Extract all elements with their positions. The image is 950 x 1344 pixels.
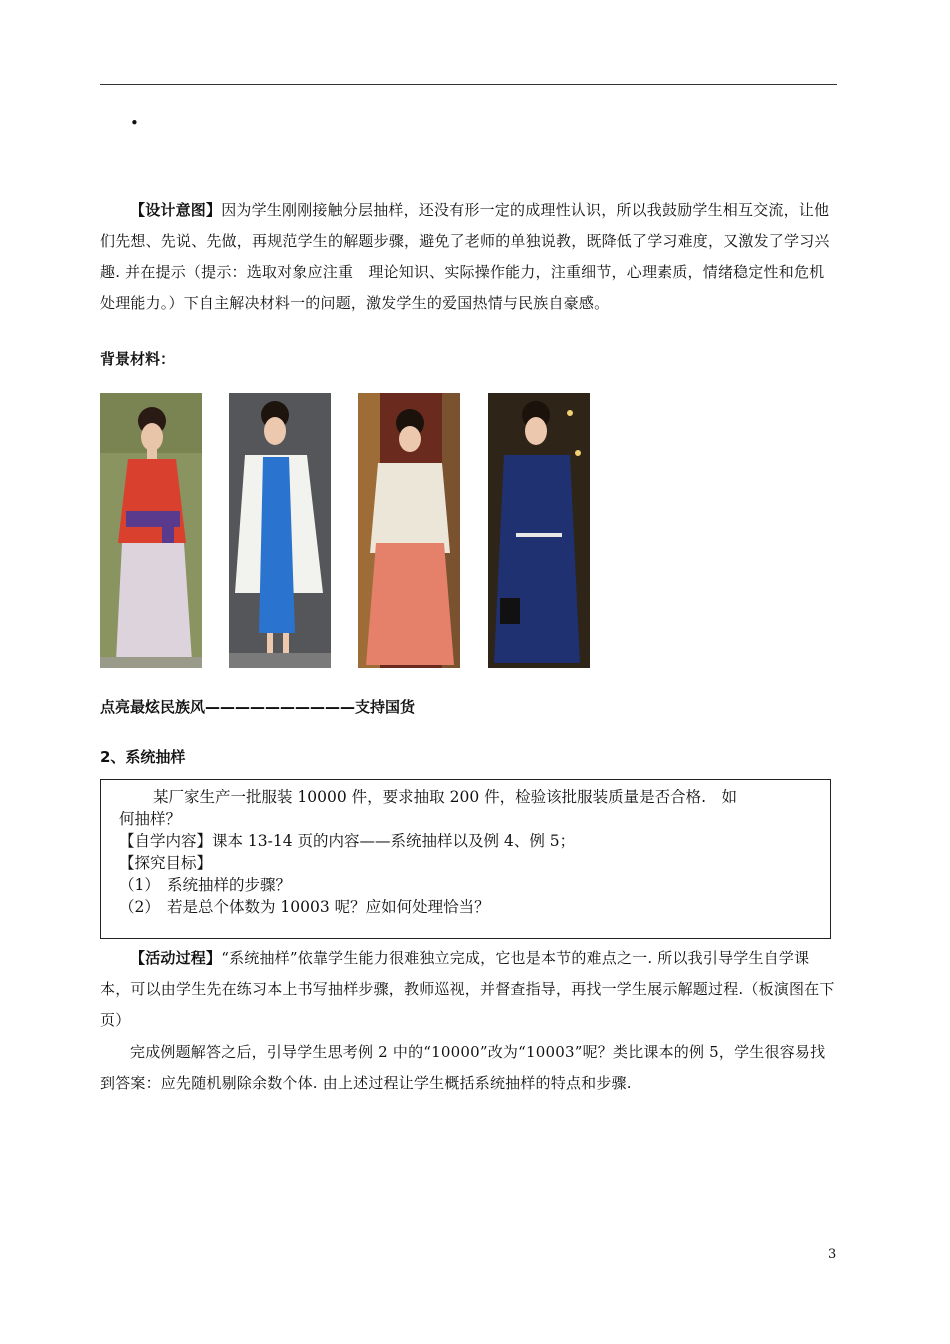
conclusion-paragraph: 完成例题解答之后，引导学生思考例 2 中的“10000”改为“10003”呢？类比课本的例 5，学生很容易找到答案：应先随机剔除余数个体. 由上述过程让学生概括系统抽样的特点和步骤. bbox=[100, 1043, 826, 1092]
activity-paragraph bbox=[100, 943, 837, 1036]
exercise-box bbox=[100, 779, 831, 939]
box-line-2: 何抽样？ bbox=[119, 810, 182, 828]
photo-3 bbox=[358, 393, 460, 668]
woman-navy-dress-photo bbox=[488, 393, 590, 668]
background-material-title: 背景材料： bbox=[100, 350, 176, 368]
photo-4 bbox=[488, 393, 590, 668]
photo-2 bbox=[229, 393, 331, 668]
design-intent-paragraph bbox=[100, 195, 837, 319]
activity-text: “系统抽样”依靠学生能力很难独立完成，它也是本节的难点之一. 所以我引导学生自学课本，可以由学生先在练习本上书写抽样步骤，教师巡视，并督查指导，再找一学生展示解题过程.（板演图在下页） bbox=[100, 949, 835, 1029]
question-1-number: （1） bbox=[119, 876, 160, 894]
box-line-4: 【探究目标】 bbox=[119, 854, 213, 872]
woman-red-jacket-batik-skirt-photo bbox=[100, 393, 202, 668]
question-1-text: 系统抽样的步骤？ bbox=[167, 876, 292, 894]
activity-label: 【活动过程】 bbox=[130, 949, 222, 967]
design-intent-text: 因为学生刚刚接触分层抽样，还没有形一定的成理性认识，所以我鼓励学生相互交流，让他们先想、先说、先做，再规范学生的解题步骤，避免了老师的单独说教，既降低了学习难度，又激发了学习兴趣. 并在提示（提示：选取对象应注重 理论知识、实际操作能力，注重细节，心理素质，情绪稳定性和危机处理能力。）下自主解决材料一的问题，激发学生的爱国热情与民族自豪感。 bbox=[100, 201, 830, 312]
bullet-marker: • bbox=[130, 114, 139, 132]
box-question-1 bbox=[119, 874, 818, 896]
section-title: 2、系统抽样 bbox=[100, 748, 186, 766]
box-question-2 bbox=[119, 896, 818, 918]
woman-white-coat-blue-dress-photo bbox=[229, 393, 331, 668]
photo-1 bbox=[100, 393, 202, 668]
question-2-text: 若是总个体数为 10003 呢？应如何处理恰当？ bbox=[167, 898, 490, 916]
design-intent-label: 【设计意图】 bbox=[130, 201, 222, 219]
question-2-number: （2） bbox=[119, 898, 160, 916]
photo-caption: 点亮最炫民族风——————————支持国货 bbox=[100, 698, 416, 716]
header-rule bbox=[100, 84, 837, 85]
woman-cream-jacket-coral-skirt-photo bbox=[358, 393, 460, 668]
box-line-1: 某厂家生产一批服装 10000 件，要求抽取 200 件，检验该批服装质量是否合格. 如 bbox=[153, 788, 738, 806]
box-line-3: 【自学内容】课本 13-14 页的内容——系统抽样以及例 4、例 5； bbox=[119, 832, 576, 850]
page-number: 3 bbox=[828, 1247, 837, 1262]
